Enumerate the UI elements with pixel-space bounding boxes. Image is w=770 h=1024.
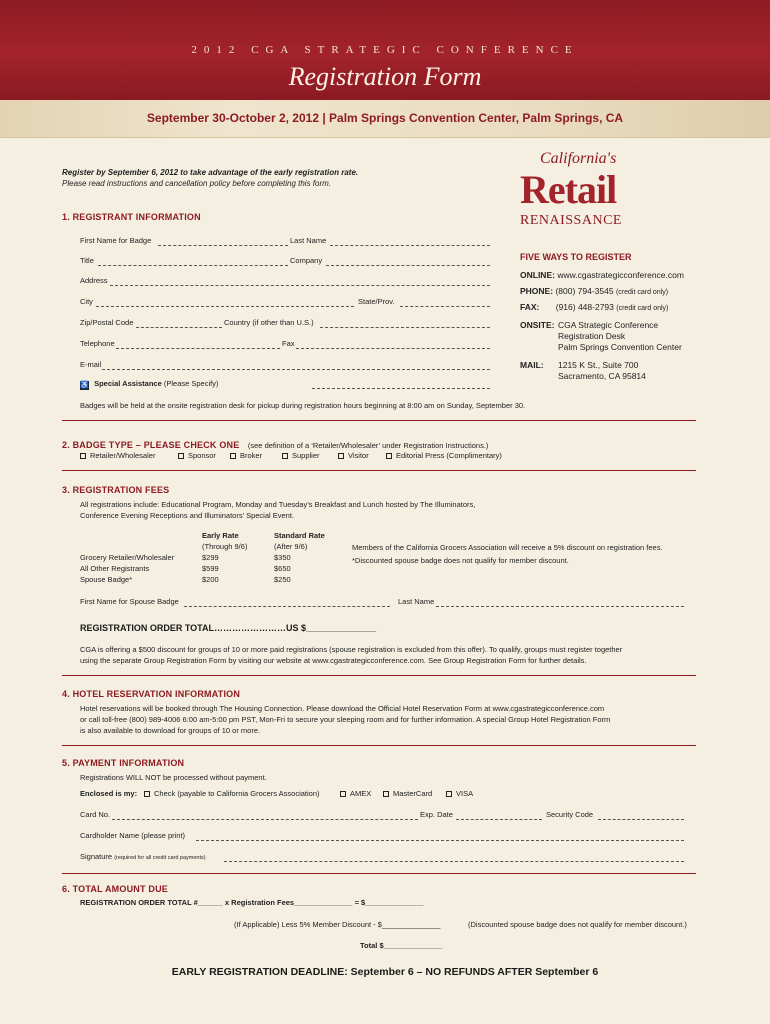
exp-date-label: Exp. Date (420, 810, 453, 819)
section-2-title: 2. BADGE TYPE – PLEASE CHECK ONE (62, 440, 240, 450)
total-calc: Total $______________ (360, 941, 443, 950)
pay-option-label: Check (payable to California Grocers Association) (154, 789, 320, 798)
deadline-banner: EARLY REGISTRATION DEADLINE: September 6 – NO REFUNDS AFTER September 6 (171, 966, 599, 978)
badge-option-3[interactable] (230, 451, 262, 460)
fee-row-label: Grocery Retailer/Wholesaler (80, 553, 175, 562)
zip-label: Zip/Postal Code (80, 318, 134, 327)
enclosed-label: Enclosed is my: (80, 789, 138, 798)
card-no-field[interactable] (112, 819, 418, 820)
signature-label: Signature (80, 852, 113, 861)
onsite-label: ONSITE: (520, 320, 555, 330)
title-field[interactable] (98, 265, 288, 266)
accessibility-icon: ♿ (80, 382, 89, 389)
security-code-label: Security Code (546, 810, 594, 819)
standard-rate-header: Standard Rate (274, 531, 325, 540)
special-assistance-field[interactable] (312, 388, 490, 389)
standard-rate-subheader: (After 9/6) (274, 542, 308, 551)
spouse-first-field[interactable] (184, 606, 390, 607)
signature-field[interactable] (224, 861, 684, 862)
section-4-title: 4. HOTEL RESERVATION INFORMATION (62, 689, 241, 699)
state-label: State/Prov. (358, 297, 395, 306)
online-label: ONLINE: (520, 270, 555, 280)
fee-row-early: $200 (202, 575, 219, 584)
logo-retail: Retail (520, 167, 617, 212)
city-label: City (80, 297, 93, 306)
fee-row-early: $599 (202, 564, 219, 573)
hotel-line-3: is also available to download for groups of 10 or more. (80, 726, 261, 735)
intro-line-1: Register by September 6, 2012 to take advantage of the early registration rate. (62, 168, 359, 177)
mail-label: MAIL: (520, 360, 544, 370)
spouse-last-field[interactable] (436, 606, 684, 607)
member-discount-calc-note: (Discounted spouse badge does not qualify for member discount.) (468, 920, 687, 929)
fees-desc-2: Conference Evening Receptions and Illuminators’ Special Event. (80, 511, 295, 520)
logo-california: California's (540, 150, 617, 167)
member-discount-note: Members of the California Grocers Association will receive a 5% discount on registration fees. (352, 543, 663, 552)
checkbox-icon[interactable] (340, 791, 346, 797)
onsite-line-1: CGA Strategic Conference (558, 320, 659, 330)
state-field[interactable] (400, 306, 490, 307)
badge-option-label: Editorial Press (Complimentary) (396, 451, 502, 460)
zip-field[interactable] (136, 327, 222, 328)
title-label: Title (80, 256, 94, 265)
special-assistance-label: Special Assistance (94, 379, 162, 388)
signature-note: (required for all credit card payments) (114, 855, 206, 861)
payment-warning: Registrations WILL NOT be processed without payment. (80, 773, 267, 782)
country-label: Country (if other than U.S.) (224, 318, 314, 327)
divider-5 (62, 873, 696, 874)
group-discount-1: CGA is offering a $500 discount for groups of 10 or more paid registrations (spouse registration is excluded from this offer). To qualify, groups must register together (80, 645, 623, 654)
badge-option-label: Broker (240, 451, 263, 460)
section-6-title: 6. TOTAL AMOUNT DUE (62, 884, 168, 894)
email-label: E-mail (80, 360, 102, 369)
cardholder-label: Cardholder Name (please print) (80, 831, 186, 840)
intro-line-2: Please read instructions and cancellation policy before completing this form. (62, 179, 332, 188)
fee-row-standard: $350 (274, 553, 291, 562)
company-label: Company (290, 256, 323, 265)
pay-option-visa[interactable] (446, 789, 473, 798)
badge-option-2[interactable] (178, 451, 216, 460)
checkbox-icon[interactable] (282, 453, 288, 459)
telephone-label: Telephone (80, 339, 115, 348)
fax-field[interactable] (296, 348, 490, 349)
badge-option-5[interactable] (338, 451, 369, 460)
fax-note: (credit card only) (616, 305, 669, 312)
registration-order-total: REGISTRATION ORDER TOTAL……………………US $______________ (80, 623, 377, 633)
badge-option-label: Retailer/Wholesaler (90, 451, 156, 460)
fees-desc-1: All registrations include: Educational Program, Monday and Tuesday’s Breakfast and Lunch hosted by The Illuminators, (80, 500, 476, 509)
pay-option-amex[interactable] (340, 789, 371, 798)
signature-row (80, 852, 206, 861)
badge-option-6[interactable] (386, 451, 502, 460)
phone-label: PHONE: (520, 286, 554, 296)
security-code-field[interactable] (598, 819, 684, 820)
order-total-calc: REGISTRATION ORDER TOTAL #______ x Registration Fees______________ = $______________ (80, 898, 424, 907)
fax-label: FAX: (520, 302, 540, 312)
address-field[interactable] (110, 285, 490, 286)
badge-option-label: Supplier (292, 451, 320, 460)
divider-2 (62, 470, 696, 471)
first-name-field[interactable] (158, 245, 288, 246)
fee-row-standard: $250 (274, 575, 291, 584)
spouse-discount-note: *Discounted spouse badge does not qualify for member discount. (352, 556, 569, 565)
first-name-label: First Name for Badge (80, 236, 152, 245)
fee-row-early: $299 (202, 553, 219, 562)
conference-name: 2012 CGA STRATEGIC CONFERENCE (191, 44, 579, 56)
online-value: www.cgastrategicconference.com (557, 270, 684, 280)
onsite-line-3: Palm Springs Convention Center (558, 342, 682, 352)
pay-option-mastercard[interactable] (383, 789, 432, 798)
checkbox-icon[interactable] (446, 791, 452, 797)
divider-4 (62, 745, 696, 746)
logo-renaissance: RENAISSANCE (520, 213, 622, 228)
fee-row-standard: $650 (274, 564, 291, 573)
section-3-title: 3. REGISTRATION FEES (62, 485, 170, 495)
checkbox-icon[interactable] (386, 453, 392, 459)
address-label: Address (80, 276, 108, 285)
pay-option-check[interactable] (144, 789, 320, 798)
special-assistance-row (80, 379, 218, 390)
phone-value: (800) 794-3545 (555, 286, 614, 296)
telephone-field[interactable] (116, 348, 280, 349)
early-rate-subheader: (Through 9/6) (202, 542, 248, 551)
fee-row-label: All Other Registrants (80, 564, 150, 573)
section-1-title: 1. REGISTRANT INFORMATION (62, 212, 201, 222)
cardholder-field[interactable] (196, 840, 684, 841)
section-5-title: 5. PAYMENT INFORMATION (62, 758, 185, 768)
badges-note: Badges will be held at the onsite registration desk for pickup during registration hours beginning at 8:00 am on Sunday, September 30. (80, 401, 526, 410)
country-field[interactable] (320, 327, 490, 328)
pay-option-label: VISA (456, 789, 474, 798)
way-fax (520, 302, 668, 312)
early-rate-header: Early Rate (202, 531, 239, 540)
last-name-field[interactable] (330, 245, 490, 246)
card-no-label: Card No. (80, 810, 111, 819)
checkbox-icon[interactable] (178, 453, 184, 459)
section-2-note: (see definition of a ‘Retailer/Wholesaler’ under Registration Instructions.) (247, 441, 489, 450)
checkbox-icon[interactable] (338, 453, 344, 459)
checkbox-icon[interactable] (80, 453, 86, 459)
badge-option-label: Visitor (348, 451, 369, 460)
way-online (520, 270, 684, 280)
pay-option-label: MasterCard (393, 789, 433, 798)
onsite-line-2: Registration Desk (558, 331, 626, 341)
checkbox-icon[interactable] (383, 791, 389, 797)
way-phone (520, 286, 668, 296)
exp-date-field[interactable] (456, 819, 542, 820)
divider-1 (62, 420, 696, 421)
divider-3 (62, 675, 696, 676)
email-field[interactable] (102, 369, 490, 370)
spouse-last-label: Last Name (398, 597, 435, 606)
pay-option-label: AMEX (350, 789, 372, 798)
group-discount-2: using the separate Group Registration Form by visiting our website at www.cgastrategicconference.com. See Group Registration Form for further details. (80, 656, 587, 665)
fax-value: (916) 448-2793 (555, 302, 614, 312)
badge-option-label: Sponsor (188, 451, 216, 460)
mail-line-2: Sacramento, CA 95814 (558, 371, 646, 381)
fee-row-label: Spouse Badge* (80, 575, 133, 584)
company-field[interactable] (326, 265, 490, 266)
spouse-first-label: First Name for Spouse Badge (80, 597, 179, 606)
hotel-line-2: or call toll-free (800) 989-4006 6:00 am-5:00 pm PST, Mon-Fri to secure your sleeping room and for further information. A special Group Hotel Registration Form (80, 715, 611, 724)
checkbox-icon[interactable] (144, 791, 150, 797)
phone-note: (credit card only) (615, 289, 669, 296)
city-field[interactable] (96, 306, 354, 307)
mail-line-1: 1215 K St., Suite 700 (558, 360, 639, 370)
checkbox-icon[interactable] (230, 453, 236, 459)
badge-option-4[interactable] (282, 451, 320, 460)
badge-option-1[interactable] (80, 451, 155, 460)
hotel-line-1: Hotel reservations will be booked through The Housing Connection. Please download the Official Hotel Reservation Form at www.cgastrategicconference.com (80, 704, 605, 713)
date-location: September 30-October 2, 2012 | Palm Springs Convention Center, Palm Springs, CA (146, 111, 624, 125)
member-discount-calc: (If Applicable) Less 5% Member Discount - $______________ (234, 920, 441, 929)
fax-field-label: Fax (282, 339, 295, 348)
form-title: Registration Form (288, 62, 482, 91)
last-name-label: Last Name (290, 236, 327, 245)
special-assistance-note: (Please Specify) (163, 379, 219, 388)
five-ways-title: FIVE WAYS TO REGISTER (520, 252, 632, 262)
